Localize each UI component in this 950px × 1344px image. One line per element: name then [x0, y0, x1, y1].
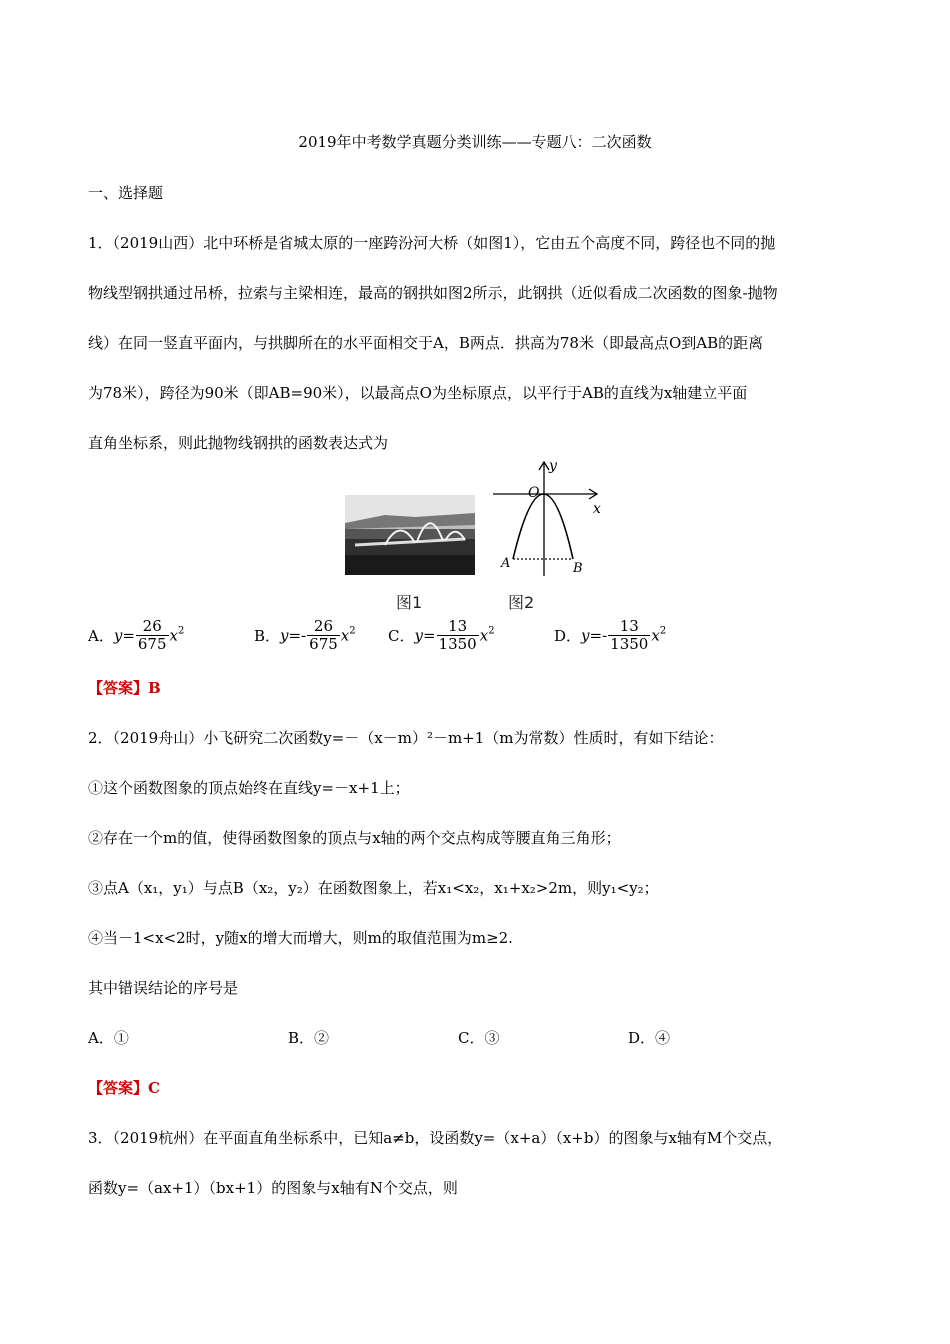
- q1-line: 为78米），跨径为90米（即AB=90米），以最高点O为坐标原点，以平行于AB的直线为x轴建立平面: [88, 384, 748, 402]
- q1-line: 物线型钢拱通过吊桥，拉索与主梁相连，最高的钢拱如图2所示，此钢拱（近似看成二次函数的图象-抛物: [88, 284, 778, 302]
- q1-option-a: A．y= $\frac{26}{675}$ $x^2$: [88, 617, 185, 653]
- q1-answer: 【答案】B: [88, 679, 161, 697]
- q3-line: 3．（2019杭州）在平面直角坐标系中，已知a≠b，设函数y=（x+a）（x+b）的图象与x轴有M个交点，: [88, 1129, 783, 1147]
- q2-question: 其中错误结论的序号是: [88, 979, 239, 997]
- fig1-caption: 图1: [396, 593, 423, 612]
- fig2-caption: 图2: [508, 593, 535, 612]
- q1-option-c: C．y= $\frac{13}{1350}$ $x^2$: [388, 617, 495, 653]
- origin-label: O: [528, 485, 540, 501]
- y-axis-label: y: [549, 458, 557, 474]
- q2-option-d: D．④: [628, 1029, 671, 1047]
- bridge-photo: [345, 495, 475, 575]
- q2-stem: 2．（2019舟山）小飞研究二次函数y=－（x－m）²－m+1（m为常数）性质时，有如下结论：: [88, 729, 724, 747]
- q2-option-a: A．①: [88, 1029, 129, 1047]
- parabola-curve: [513, 494, 573, 559]
- q2-item: ②存在一个m的值，使得函数图象的顶点与x轴的两个交点构成等腰直角三角形；: [88, 829, 621, 847]
- q1-line: 线）在同一竖直平面内，与拱脚所在的水平面相交于A，B两点．拱高为78米（即最高点O到AB的距离: [88, 334, 764, 352]
- point-b-label: B: [573, 561, 583, 576]
- q1-line: 直角坐标系，则此抛物线钢拱的函数表达式为: [88, 434, 389, 452]
- q2-option-b: B．②: [288, 1029, 330, 1047]
- q2-item: ③点A（x₁，y₁）与点B（x₂，y₂）在函数图象上，若x₁<x₂，x₁+x₂>2m，则y₁<y₂；: [88, 879, 659, 897]
- q1-option-b: B．y=- $\frac{26}{675}$ $x^2$: [254, 617, 356, 653]
- point-a-label: A: [501, 556, 511, 571]
- q2-answer: 【答案】C: [88, 1079, 160, 1097]
- q3-line: 函数y=（ax+1）（bx+1）的图象与x轴有N个交点，则: [88, 1179, 458, 1197]
- section-heading: 一、选择题: [88, 184, 164, 202]
- q1-line: 1．（2019山西）北中环桥是省城太原的一座跨汾河大桥（如图1），它由五个高度不同，跨径也不同的抛: [88, 234, 776, 252]
- page-title: 2019年中考数学真题分类训练——专题八：二次函数: [298, 133, 652, 151]
- q2-option-c: C．③: [458, 1029, 500, 1047]
- parabola-figure: [485, 458, 605, 583]
- x-axis-label: x: [593, 501, 601, 517]
- q1-option-d: D．y=- $\frac{13}{1350}$ $x^2$: [554, 617, 667, 653]
- q2-item: ①这个函数图象的顶点始终在直线y=－x+1上；: [88, 779, 410, 797]
- q2-item: ④当－1<x<2时，y随x的增大而增大，则m的取值范围为m≥2.: [88, 929, 513, 947]
